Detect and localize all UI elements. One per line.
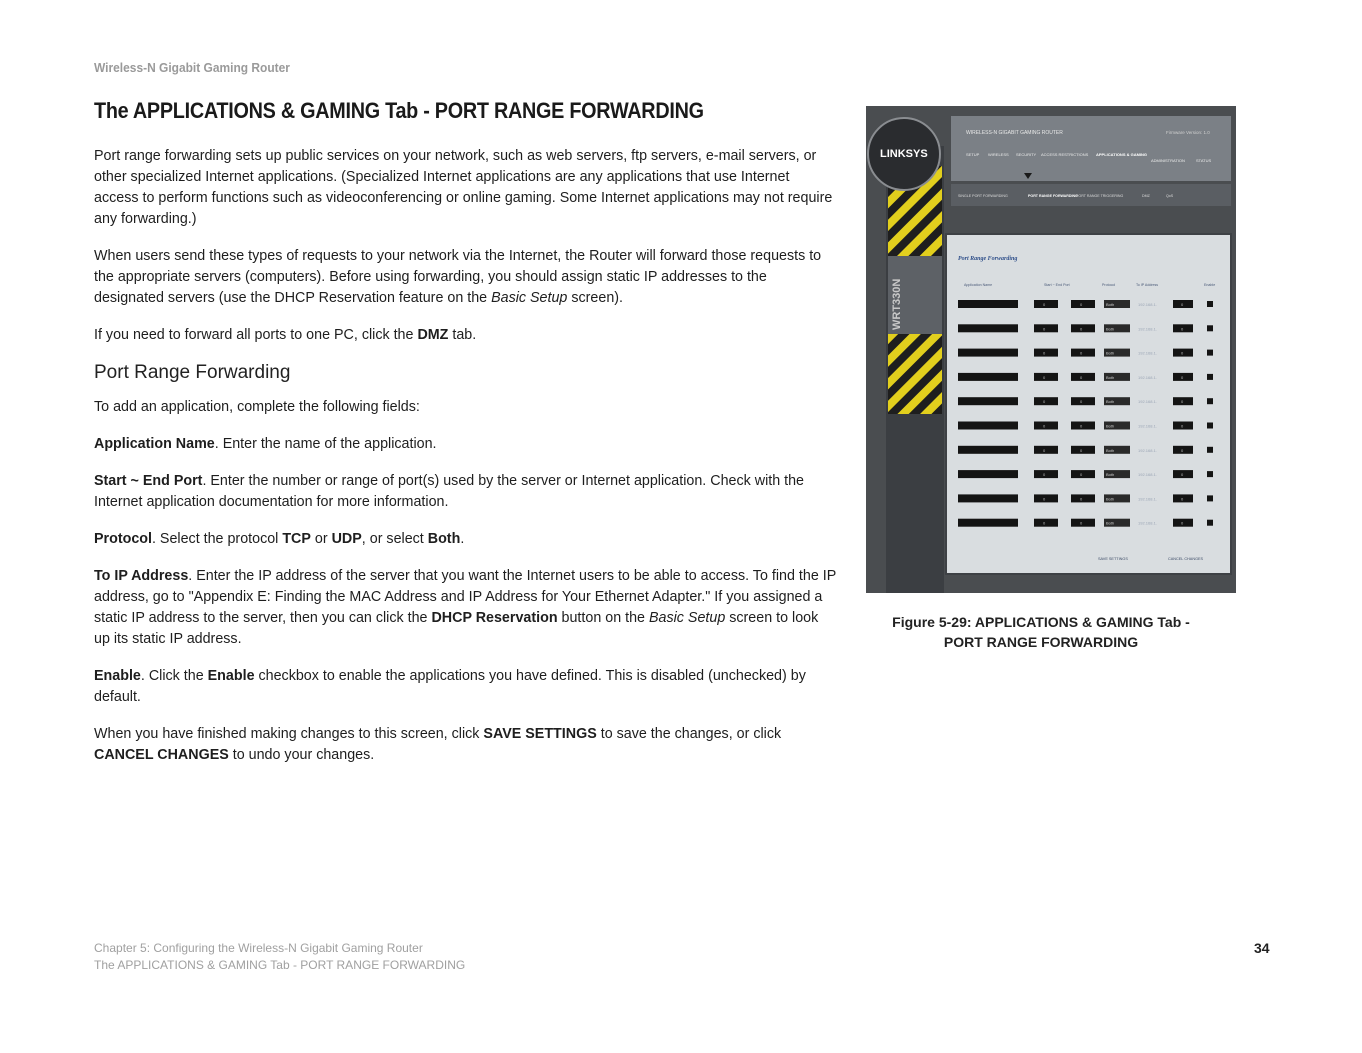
running-head: Wireless-N Gigabit Gaming Router	[94, 60, 290, 75]
both-ref: Both	[427, 531, 461, 547]
text-span: screen to look up its static IP address.	[94, 610, 819, 647]
row-ip-last-value: 0	[1181, 326, 1184, 332]
col-to-ip-address: To IP Address	[1136, 283, 1159, 287]
row-start-port-value: 0	[1043, 447, 1046, 453]
model-side-label: WRT330N	[891, 278, 903, 330]
figure-caption	[866, 612, 1216, 652]
router-screenshot-figure	[866, 106, 1236, 593]
section-heading: Port Range Forwarding	[94, 362, 291, 383]
subtab-single-port: SINGLE PORT FORWARDING	[958, 194, 1008, 198]
row-start-port-field	[1034, 324, 1058, 332]
row-app-name-field	[958, 446, 1018, 454]
text-span: or	[310, 531, 332, 547]
basic-setup-ref: Basic Setup	[491, 290, 568, 306]
text-span: button on the	[557, 610, 649, 626]
row-protocol-value: Both	[1106, 423, 1115, 429]
subtab-qos: QoS	[1166, 194, 1174, 198]
row-end-port-value: 0	[1080, 423, 1083, 429]
forwarding-paragraph	[94, 246, 836, 309]
dmz-ref: DMZ	[417, 327, 449, 343]
router-name: WIRELESS-N GIGABIT GAMING ROUTER	[966, 130, 1063, 136]
row-start-port-field	[1034, 446, 1058, 454]
row-ip-prefix: 192.168.1.	[1138, 302, 1157, 307]
row-enable-checkbox	[1207, 423, 1213, 429]
tab-security: SECURITY	[1016, 152, 1037, 157]
row-enable-checkbox	[1207, 374, 1213, 380]
col-protocol: Protocol	[1102, 283, 1116, 287]
term-label: Application Name	[94, 436, 215, 452]
term-label: Enable	[94, 668, 141, 684]
caption-line-1: Figure 5-29: APPLICATIONS & GAMING Tab -	[892, 614, 1190, 630]
intro-paragraph: Port range forwarding sets up public services on your network, such as web servers, ftp servers, e-mail servers, or other specialized Internet applications. (Specialized Internet applications are any applications that use Internet access to perform functions such as videoconferencing or online gaming. Some Internet applications may not require any forwarding.)	[94, 148, 833, 227]
row-ip-last-value: 0	[1181, 423, 1184, 429]
row-end-port-value: 0	[1080, 472, 1083, 478]
row-ip-last-value: 0	[1181, 520, 1184, 526]
row-app-name-field	[958, 519, 1018, 527]
text-span: If you need to forward all ports to one PC, click the	[94, 327, 418, 343]
hazard-stripes-bottom	[888, 334, 942, 414]
footer-section: The APPLICATIONS & GAMING Tab - PORT RANGE FORWARDING	[94, 958, 466, 972]
tab-access-restrictions: ACCESS RESTRICTIONS	[1041, 152, 1089, 157]
text-span: , or select	[361, 531, 428, 547]
row-protocol-value: Both	[1106, 302, 1115, 307]
row-start-port-field	[1034, 397, 1058, 405]
col-application-name: Application Name	[964, 283, 993, 287]
row-app-name-field	[958, 494, 1018, 502]
page-title: The APPLICATIONS & GAMING Tab - PORT RANGE FORWARDING	[94, 98, 704, 123]
row-enable-checkbox	[1207, 398, 1213, 404]
row-app-name-field	[958, 373, 1018, 381]
col-enable: Enable	[1204, 283, 1216, 287]
page-footer	[94, 940, 465, 974]
row-ip-last-value: 0	[1181, 350, 1184, 356]
header-band	[951, 116, 1231, 181]
text-span: tab.	[448, 327, 477, 343]
row-enable-checkbox	[1207, 520, 1213, 526]
linksys-logo: LINKSYS	[880, 148, 928, 160]
row-end-port-field	[1071, 470, 1095, 478]
tcp-ref: TCP	[282, 531, 311, 547]
row-app-name-field	[958, 470, 1018, 478]
row-start-port-value: 0	[1043, 326, 1046, 332]
row-start-port-value: 0	[1043, 520, 1046, 526]
tab-applications-gaming: APPLICATIONS & GAMING	[1096, 152, 1148, 157]
sub-tabs	[958, 194, 1174, 198]
text-span: to save the changes, or click	[596, 726, 782, 742]
udp-ref: UDP	[331, 531, 362, 547]
cancel-changes-ref: CANCEL CHANGES	[94, 747, 229, 763]
row-ip-prefix: 192.168.1.	[1138, 496, 1157, 502]
enable-ref: Enable	[207, 668, 255, 684]
row-ip-last-value: 0	[1181, 447, 1184, 453]
row-start-port-value: 0	[1043, 423, 1046, 429]
row-enable-checkbox	[1207, 495, 1213, 501]
tab-setup: SETUP	[966, 152, 980, 157]
text-span: . Enter the name of the application.	[214, 436, 437, 452]
term-label: Start ~ End Port	[94, 473, 203, 489]
row-ip-prefix: 192.168.1.	[1138, 374, 1157, 380]
text-span: .	[460, 531, 465, 547]
row-ip-prefix: 192.168.1.	[1138, 326, 1157, 332]
row-ip-prefix: 192.168.1.	[1138, 423, 1157, 429]
col-start-end-port: Start ~ End Port	[1044, 283, 1070, 287]
text-span: When users send these types of requests to your network via the Internet, the Router will forward those requests to the appropriate servers (computers). Before using forwarding, you should assign static IP addresses to the designated servers (use the DHCP Reservation feature on the	[94, 248, 822, 306]
final-paragraph	[94, 724, 836, 766]
dhcp-reservation-ref: DHCP Reservation	[431, 610, 558, 626]
text-span: to undo your changes.	[228, 747, 375, 763]
row-end-port-field	[1071, 397, 1095, 405]
row-app-name-field	[958, 349, 1018, 357]
footer-chapter: Chapter 5: Configuring the Wireless-N Gigabit Gaming Router	[94, 941, 423, 955]
caption-line-2: PORT RANGE FORWARDING	[943, 634, 1139, 650]
row-end-port-value: 0	[1080, 302, 1083, 307]
text-span: . Select the protocol	[151, 531, 283, 547]
row-protocol-value: Both	[1106, 399, 1115, 405]
text-span: . Enter the number or range of port(s) used by the server or Internet application. Check with the Internet application documentation for more information.	[94, 473, 805, 510]
router-screenshot	[866, 106, 1236, 593]
firmware-label: Firmware Version: 1.0	[1166, 130, 1210, 135]
row-start-port-value: 0	[1043, 350, 1046, 356]
add-app-paragraph: To add an application, complete the following fields:	[94, 399, 420, 415]
row-end-port-value: 0	[1080, 520, 1083, 526]
row-enable-checkbox	[1207, 471, 1213, 477]
enable-paragraph	[94, 666, 836, 708]
save-settings-button: SAVE SETTINGS	[1098, 557, 1128, 561]
row-start-port-field	[1034, 373, 1058, 381]
subtab-dmz: DMZ	[1142, 194, 1150, 198]
row-ip-last-value: 0	[1181, 472, 1184, 478]
row-ip-prefix: 192.168.1.	[1138, 350, 1157, 356]
body-text	[94, 146, 836, 782]
row-end-port-field	[1071, 446, 1095, 454]
row-end-port-field	[1071, 324, 1095, 332]
row-start-port-value: 0	[1043, 374, 1046, 380]
row-start-port-field	[1034, 349, 1058, 357]
panel-title: Port Range Forwarding	[958, 256, 1018, 262]
row-protocol-value: Both	[1106, 374, 1115, 380]
dmz-paragraph	[94, 325, 836, 346]
row-protocol-value: Both	[1106, 326, 1115, 332]
row-end-port-field	[1071, 349, 1095, 357]
row-ip-last-value: 0	[1181, 399, 1184, 405]
row-app-name-field	[958, 422, 1018, 430]
row-enable-checkbox	[1207, 447, 1213, 453]
subtab-port-range-forwarding: PORT RANGE FORWARDING	[1028, 194, 1078, 198]
row-start-port-field	[1034, 422, 1058, 430]
tab-wireless: WIRELESS	[988, 152, 1009, 157]
row-end-port-value: 0	[1080, 350, 1083, 356]
tab-administration: ADMINISTRATION	[1151, 158, 1185, 163]
row-enable-checkbox	[1207, 301, 1213, 307]
row-start-port-field	[1034, 494, 1058, 502]
row-app-name-field	[958, 324, 1018, 332]
row-start-port-field	[1034, 470, 1058, 478]
row-protocol-value: Both	[1106, 350, 1115, 356]
row-ip-prefix: 192.168.1.	[1138, 447, 1157, 453]
row-protocol-value: Both	[1106, 447, 1115, 453]
term-label: To IP Address	[94, 568, 189, 584]
application-name-paragraph	[94, 434, 836, 455]
row-end-port-value: 0	[1080, 447, 1083, 453]
row-start-port-value: 0	[1043, 399, 1046, 405]
row-end-port-value: 0	[1080, 399, 1083, 405]
term-label: Protocol	[94, 531, 152, 547]
basic-setup-ref: Basic Setup	[648, 610, 726, 626]
row-end-port-value: 0	[1080, 326, 1083, 332]
row-end-port-value: 0	[1080, 374, 1083, 380]
row-start-port-field	[1034, 300, 1058, 308]
subtab-port-range-triggering: PORT RANGE TRIGGERING	[1076, 194, 1124, 198]
row-end-port-field	[1071, 300, 1095, 308]
row-start-port-value: 0	[1043, 472, 1046, 478]
row-end-port-field	[1071, 373, 1095, 381]
row-end-port-field	[1071, 519, 1095, 527]
save-settings-ref: SAVE SETTINGS	[483, 726, 597, 742]
row-ip-last-value: 0	[1181, 496, 1184, 502]
row-app-name-field	[958, 397, 1018, 405]
text-span: screen).	[567, 290, 624, 306]
text-span: When you have finished making changes to this screen, click	[94, 726, 484, 742]
row-enable-checkbox	[1207, 325, 1213, 331]
row-protocol-value: Both	[1106, 472, 1115, 478]
row-ip-prefix: 192.168.1.	[1138, 472, 1157, 478]
row-start-port-value: 0	[1043, 496, 1046, 502]
row-enable-checkbox	[1207, 350, 1213, 356]
row-ip-last-value: 0	[1181, 302, 1184, 307]
row-protocol-value: Both	[1106, 520, 1115, 526]
row-protocol-value: Both	[1106, 496, 1115, 502]
row-end-port-field	[1071, 494, 1095, 502]
text-span: . Click the	[140, 668, 208, 684]
cancel-changes-button: CANCEL CHANGES	[1168, 557, 1204, 561]
text-span: . Enter the IP address of the server that you want the Internet users to be able to access. To find the IP address, go to "Appendix E: Finding the MAC Address and IP Address for Your Ethernet Adapter." If you assigned a static IP address to the server, then you can click the	[94, 568, 836, 626]
row-app-name-field	[958, 300, 1018, 308]
row-start-port-field	[1034, 519, 1058, 527]
protocol-paragraph	[94, 529, 836, 550]
row-ip-last-value: 0	[1181, 374, 1184, 380]
start-end-port-paragraph	[94, 471, 836, 513]
row-start-port-value: 0	[1043, 302, 1046, 307]
text-span: checkbox to enable the applications you have defined. This is disabled (unchecked) by default.	[94, 668, 806, 705]
row-ip-prefix: 192.168.1.	[1138, 520, 1157, 526]
ip-address-paragraph	[94, 566, 836, 650]
row-ip-prefix: 192.168.1.	[1138, 399, 1157, 405]
page-number: 34	[1254, 940, 1270, 956]
row-end-port-field	[1071, 422, 1095, 430]
tab-status: STATUS	[1196, 158, 1212, 163]
row-end-port-value: 0	[1080, 496, 1083, 502]
